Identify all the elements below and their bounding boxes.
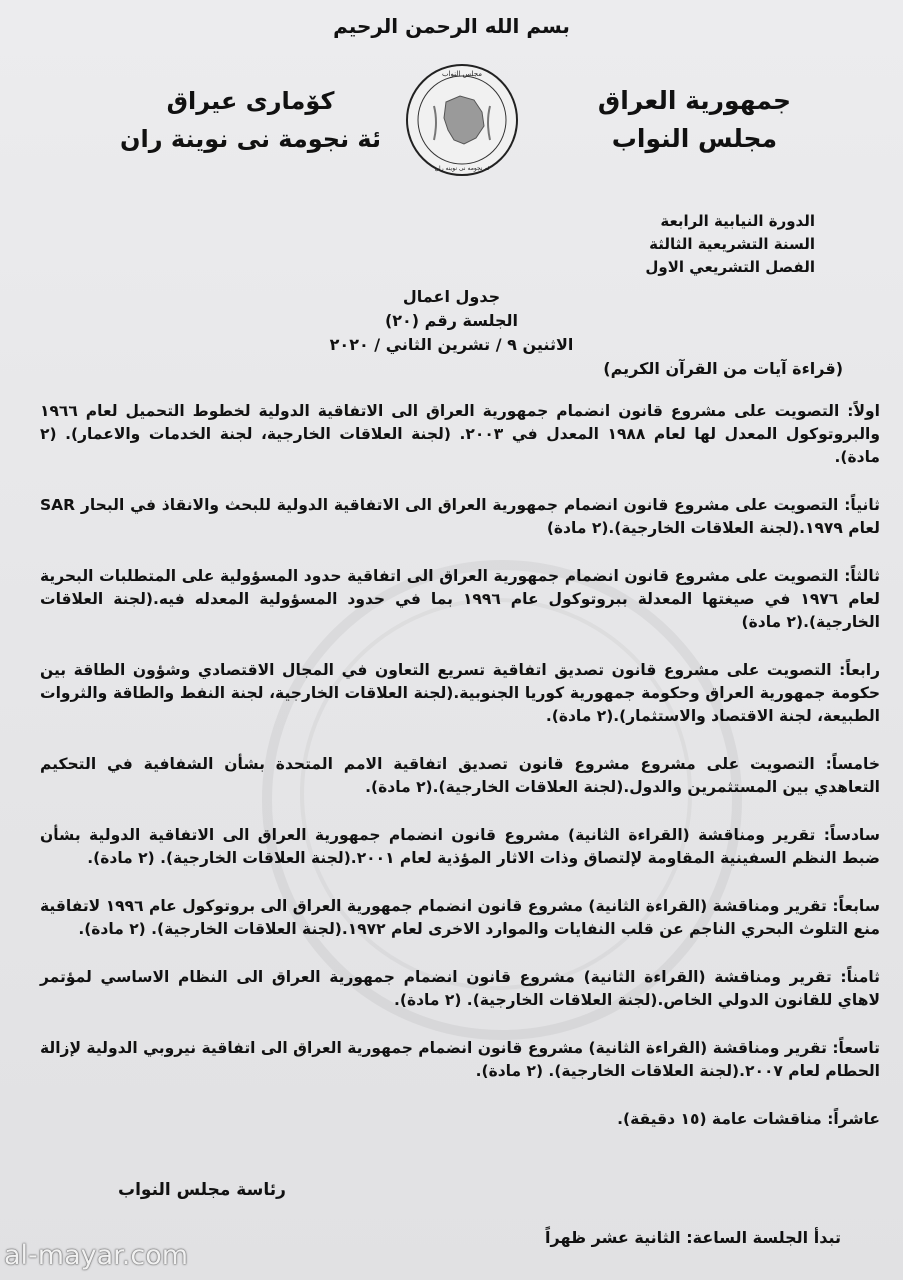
council-name: مجلس النواب (611, 124, 778, 153)
item-label: رابعاً: (839, 661, 880, 679)
item-label: ثالثاً: (844, 567, 880, 585)
agenda-item (40, 824, 880, 870)
item-label: اولاً: (847, 402, 880, 420)
session-start-time: تبدأ الجلسة الساعة: الثانية عشر ظهراً (545, 1228, 841, 1247)
parliament-seal-icon (404, 62, 520, 178)
agenda-heading (0, 285, 903, 381)
session-line-1: الدورة النيابية الرابعة (660, 212, 815, 230)
agenda-title: جدول اعمال (402, 287, 501, 306)
agenda-item (40, 400, 880, 469)
basmala: بسم الله الرحمن الرحيم (333, 14, 570, 38)
session-info (645, 210, 815, 279)
item-text: مناقشات عامة (١٥ دقيقة). (617, 1110, 822, 1128)
agenda-item (40, 1108, 880, 1131)
presidency-signature: رئاسة مجلس النواب (118, 1180, 286, 1200)
item-label: سادساً: (823, 826, 880, 844)
agenda-item (40, 659, 880, 728)
item-label: عاشراً: (827, 1110, 880, 1128)
agenda-session-number: الجلسة رقم (٢٠) (384, 311, 519, 330)
agenda-date: الاثنين ٩ / تشرين الثاني / ٢٠٢٠ (329, 335, 574, 354)
item-text: تقرير ومناقشة (القراءة الثانية) مشروع قانون انضمام جمهورية العراق الى النظام الاساسي لمؤتمر لاهاي للقانون الدولي الخاص.(لجنة العلاقات الخارجية). (٢ مادة). (40, 968, 880, 1009)
council-name-kurdish: ئة نجومة نى نوينة ران (120, 125, 381, 153)
session-line-3: الفصل التشريعي الاول (645, 258, 815, 276)
agenda-quran-reading: (قراءة آيات من القرآن الكريم) (603, 359, 843, 378)
agenda-item (40, 895, 880, 941)
item-text: تقرير ومناقشة (القراءة الثانية) مشروع قانون انضمام جمهورية العراق الى اتفاقية نيروبي الدولية لإزالة الحطام لعام ٢٠٠٧.(لجنة العلاقات الخارجية). (٢ مادة). (40, 1039, 880, 1080)
item-text: التصويت على مشروع قانون انضمام جمهورية العراق الى الاتفاقية الدولية لخطوط التحميل لعام ١٩٦٦ والبروتوكول المعدل لها لعام ١٩٨٨ المعدل في ٢٠٠٣. (لجنة العلاقات الخارجية، لجنة الخدمات والاعمار). (٢ مادة). (40, 402, 880, 466)
item-label: ثانياً: (844, 496, 880, 514)
item-text: تقرير ومناقشة (القراءة الثانية) مشروع قانون انضمام جمهورية العراق الى بروتوكول عام ١٩٩٦ لاتفاقية منع التلوث البحري الناجم عن قلب النفايات والموارد الاخرى لعام ١٩٧٢.(لجنة العلاقات الخارجية). (٢ مادة). (40, 897, 880, 938)
item-label: خامساً: (825, 755, 880, 773)
header-left-kurdish (120, 82, 381, 158)
header-right-arabic (598, 82, 791, 158)
item-text: التصويت على مشروع قانون انضمام جمهورية العراق الى الاتفاقية الدولية للبحث والانقاذ في البحار SAR لعام ١٩٧٩.(لجنة العلاقات الخارجية).(٢ مادة) (40, 496, 880, 537)
item-label: ثامناً: (840, 968, 880, 986)
seal-bottom-text: ئه نجومه نى نوينه ران (434, 165, 490, 172)
agenda-items (40, 400, 880, 1156)
agenda-item (40, 966, 880, 1012)
item-text: التصويت على مشروع قانون تصديق اتفاقية تسريع التعاون في المجال الاقتصادي وشؤون الطاقة بين حكومة جمهورية العراق وحكومة جمهورية كوريا الجنوبية.(لجنة العلاقات الخارجية، لجنة النفط والطاقة والثروات الطبيعة، لجنة الاقتصاد والاستثمار).(٢ مادة). (40, 661, 880, 725)
item-text: التصويت على مشروع مشروع قانون تصديق اتفاقية الامم المتحدة بشأن الشفافية في التحكيم التعاهدي بين المستثمرين والدول.(لجنة العلاقات الخارجية).(٢ مادة). (40, 755, 880, 796)
site-watermark: al-mayar.com (4, 1240, 189, 1271)
seal-top-text: مجلس النواب (441, 70, 483, 78)
republic-name: جمهورية العراق (597, 86, 791, 115)
republic-name-kurdish: كۆمارى عيراق (166, 87, 335, 115)
agenda-item (40, 494, 880, 540)
item-label: تاسعاً: (832, 1039, 880, 1057)
item-text: التصويت على مشروع قانون انضمام جمهورية العراق الى اتفاقية حدود المسؤولية على المتطلبات البحرية لعام ١٩٧٦ في صيغتها المعدلة ببروتوكول عام ١٩٩٦ بما في حدود المسؤولية المعدله فيه.(لجنة العلاقات الخارجية).(٢ مادة) (40, 567, 880, 631)
item-text: تقرير ومناقشة (القراءة الثانية) مشروع قانون انضمام جمهورية العراق الى الاتفاقية الدولية بشأن ضبط النظم السفينية المقاومة لإلتصاق وذات الاثار المؤذية لعام ٢٠٠١.(لجنة العلاقات الخارجية). (٢ مادة). (40, 826, 880, 867)
item-label: سابعاً: (832, 897, 880, 915)
agenda-item (40, 565, 880, 634)
agenda-item (40, 1037, 880, 1083)
agenda-item (40, 753, 880, 799)
session-line-2: السنة التشريعية الثالثة (649, 235, 815, 253)
